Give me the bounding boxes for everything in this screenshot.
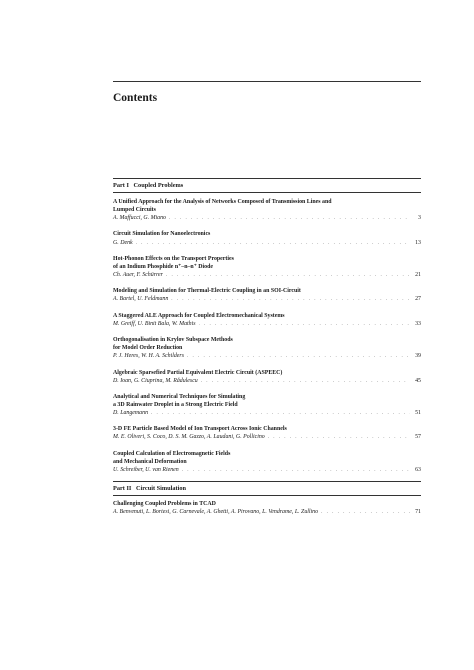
- entry-authors: D. Ioan, G. Ciuprina, M. Rădulescu: [113, 377, 198, 384]
- dot-leader: [171, 296, 410, 304]
- part-number: Part I: [113, 182, 129, 189]
- entry-title-line: Algebraic Sparsefied Partial Equivalent Electric Circuit (ASPEEC): [113, 369, 283, 376]
- toc-entry[interactable]: [113, 230, 421, 247]
- entry-title-line: Challenging Coupled Problems in TCAD: [113, 501, 216, 507]
- dot-leader: [166, 272, 410, 280]
- entry-author-line: [113, 377, 421, 386]
- entry-author-line: [113, 352, 421, 361]
- entry-title-line: Hot-Phonon Effects on the Transport Properties: [113, 255, 234, 262]
- entry-title-line: Orthogonalisation in Krylov Subspace Methods: [113, 337, 233, 344]
- part-title-line: [113, 179, 421, 192]
- entry-authors: A. Benvenuti, L. Bortesi, G. Carnevale, A. Ghetti, A. Pirovano, L. Vendrame, L. Zullino: [113, 509, 319, 516]
- dot-leader: [187, 353, 410, 361]
- entry-title-line: Lumped Circuits: [113, 207, 156, 214]
- entry-authors: U. Schreiber, U. van Rienen: [113, 466, 179, 473]
- dot-leader: [169, 215, 410, 223]
- toc-entry[interactable]: [113, 500, 421, 517]
- part-header: [113, 178, 421, 193]
- page-number: 57: [415, 434, 421, 441]
- entry-title-line: and Mechanical Deformation: [113, 458, 187, 465]
- entry-title-line: A Unified Approach for the Analysis of Networks Composed of Transmission Lines and: [113, 199, 332, 205]
- part-title: Circuit Simulation: [135, 485, 187, 492]
- dot-leader: [268, 434, 410, 442]
- entry-authors: A. Maffucci, G. Miano: [113, 215, 167, 222]
- page-number: 63: [415, 466, 421, 473]
- entry-author-line: [113, 214, 421, 223]
- dot-leader: [199, 321, 410, 329]
- part-entries: [113, 198, 421, 482]
- part-header: [113, 481, 421, 496]
- toc-entry[interactable]: [113, 393, 421, 418]
- entry-authors: A. Bartel, U. Feldmann: [113, 296, 169, 303]
- toc-entry[interactable]: [113, 369, 421, 386]
- entry-title-line: Circuit Simulation for Nanoelectronics: [113, 231, 211, 238]
- page-number: 45: [415, 377, 421, 384]
- entry-authors: M. Greiff, U. Binit Bala, W. Mathis: [113, 320, 196, 327]
- entry-author-line: [113, 271, 421, 280]
- toc-entry[interactable]: [113, 287, 421, 304]
- toc-entry[interactable]: [113, 336, 421, 361]
- dot-leader: [151, 410, 410, 418]
- page-number: 13: [415, 239, 421, 246]
- page-number: 3: [418, 215, 421, 222]
- toc-entry[interactable]: [113, 450, 421, 475]
- page-number: 71: [415, 509, 421, 516]
- page-number: 33: [415, 320, 421, 327]
- toc-entry[interactable]: [113, 198, 421, 223]
- entry-title-line: Modeling and Simulation for Thermal-Electric Coupling in an SOI-Circuit: [113, 288, 301, 295]
- entry-authors: D. Langemann: [113, 410, 149, 417]
- part-title: Coupled Problems: [133, 182, 184, 189]
- dot-leader: [201, 378, 410, 386]
- dot-leader: [136, 240, 410, 248]
- page-number: 51: [415, 410, 421, 417]
- entry-author-line: [113, 466, 421, 475]
- entry-author-line: [113, 433, 421, 442]
- entry-author-line: [113, 508, 421, 517]
- entry-authors: P. J. Heres, W. H. A. Schilders: [113, 353, 185, 360]
- entry-author-line: [113, 320, 421, 329]
- entry-title-line: A Staggered ALE Approach for Coupled Electromechanical Systems: [113, 312, 285, 319]
- part-entries: [113, 500, 421, 524]
- page-number: 27: [415, 296, 421, 303]
- entry-title-line: a 3D Rainwater Droplet in a Strong Electric Field: [113, 402, 238, 408]
- entry-author-line: [113, 295, 421, 304]
- page-number: 21: [415, 272, 421, 279]
- page-title: Contents: [113, 92, 158, 104]
- entry-authors: Ch. Auer, F. Schürrer: [113, 272, 163, 279]
- toc-entry[interactable]: [113, 425, 421, 442]
- dot-leader: [321, 509, 410, 517]
- entry-authors: M. E. Oliveri, S. Coco, D. S. M. Gazzo, A. Laudani, G. Pollicino: [113, 434, 265, 441]
- toc-entry[interactable]: [113, 255, 421, 280]
- entry-author-line: [113, 239, 421, 248]
- page-number: 39: [415, 353, 421, 360]
- part-title-line: [113, 482, 421, 495]
- dot-leader: [182, 467, 410, 475]
- entry-authors: G. Denk: [113, 239, 133, 246]
- top-rule: [113, 81, 421, 82]
- entry-author-line: [113, 409, 421, 418]
- part-rule: [113, 495, 421, 496]
- toc-entry[interactable]: [113, 312, 421, 329]
- entry-title-line: 3-D FE Particle Based Model of Ion Transport Across Ionic Channels: [113, 426, 287, 433]
- part-rule: [113, 192, 421, 193]
- part-number: Part II: [113, 485, 132, 492]
- entry-title-line: Coupled Calculation of Electromagnetic Fields: [113, 450, 231, 457]
- entry-title-line: of an Indium Phosphide n⁺–n–n⁺ Diode: [113, 263, 214, 270]
- entry-title-line: Analytical and Numerical Techniques for Simulating: [113, 393, 246, 400]
- entry-title-line: for Model Order Reduction: [113, 345, 183, 352]
